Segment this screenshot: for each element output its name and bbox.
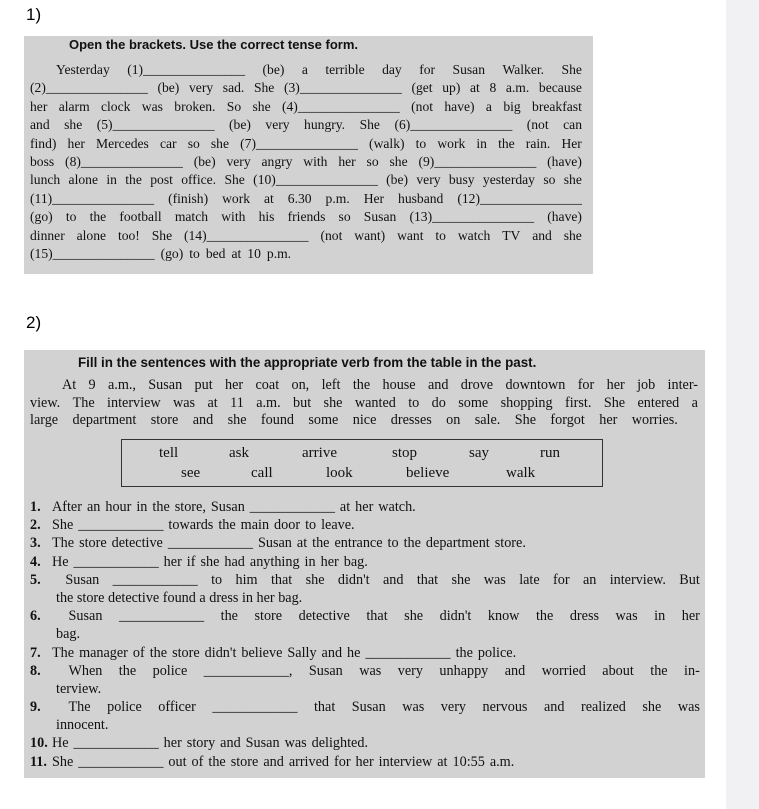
exercise-1-line: her alarm clock was broken. So she (4)_______________ (not have) a big breakfast [30,98,582,114]
exercise-1-line: and she (5)_______________ (be) very hungry. She (6)_______________ (not can [30,117,582,133]
exercise-2-intro [30,377,698,430]
exercise-item: 10. He ____________ her story and Susan was delighted. [30,735,368,752]
intro-line: large department store and she found some nice dresses on sale. She forgot her worries. [30,412,678,428]
exercise-item: 1. After an hour in the store, Susan ____________ at her watch. [30,499,416,515]
section-2-number: 2) [26,313,42,332]
intro-line: At 9 a.m., Susan put her coat on, left the house and drove downtown for her job inter- [62,377,698,393]
exercise-1-line: Yesterday (1)_______________ (be) a terrible day for Susan Walker. She [56,62,582,77]
exercise-2-title: Fill in the sentences with the appropriate verb from the table in the past. [78,355,537,370]
exercise-item: 5. Susan ____________ to him that she didn't and that she was late for an interview. But [30,571,700,588]
exercise-1-line: (2)_______________ (be) very sad. She (3)_______________ (get up) at 8 a.m. because [30,80,582,96]
item-number: 10. [30,735,48,752]
verb-word: say [469,445,489,461]
exercise-1-line: (15)_______________ (go) to bed at 10 p.m. [30,245,292,261]
exercise-item-continuation: innocent. [56,717,109,734]
item-number: 1. [30,499,41,515]
item-number: 5. [30,571,41,588]
exercise-item: 8. When the police ____________, Susan was very unhappy and worried about the in- [30,662,700,679]
exercise-1-line: (11)_______________ (finish) work at 6.30 p.m. Her husband (12)_______________ [30,190,582,206]
exercise-item: 6. Susan ____________ the store detective that she didn't know the dress was in her [30,608,700,625]
exercise-item-continuation: terview. [56,680,102,697]
item-number: 8. [30,662,41,679]
exercise-1-title: Open the brackets. Use the correct tense form. [69,37,358,52]
verb-word: believe [406,465,450,481]
exercise-1-line: dinner alone too! She (14)_______________ (not want) want to watch TV and she [30,227,582,243]
exercise-1-line: find) her Mercedes car so she (7)_______________ (walk) to work in the rain. Her [30,135,582,151]
intro-line: view. The interview was at 11 a.m. but she wanted to do some shopping first. She entered a [30,394,698,411]
verb-word: arrive [302,445,337,461]
verb-word: stop [392,445,418,461]
verb-word: call [251,465,273,481]
item-number: 2. [30,517,41,534]
verb-word: ask [229,445,249,461]
item-number: 9. [30,699,41,716]
exercise-item: 4. He ____________ her if she had anything in her bag. [30,553,368,570]
exercise-1-line: boss (8)_______________ (be) very angry with her so she (9)_______________ (have) [30,153,582,169]
exercise-item-continuation: the store detective found a dress in her bag. [56,589,303,606]
side-panel [726,0,759,809]
verb-word: see [181,465,201,481]
item-number: 7. [30,644,41,661]
exercise-item: 2. She ____________ towards the main door to leave. [30,517,355,534]
item-number: 4. [30,553,41,570]
exercise-1-line: (go) to the football match with his friends so Susan (13)_______________ (have) [30,209,582,225]
verb-word: walk [506,465,536,481]
item-number: 11. [30,753,47,770]
section-1-number: 1) [26,5,42,24]
verb-word: look [326,465,353,481]
exercise-1-card [24,36,593,274]
exercise-item: 9. The police officer ____________ that Susan was very nervous and realized she was [30,699,700,716]
exercise-item-continuation: bag. [56,626,81,643]
exercise-item: 7. The manager of the store didn't believe Sally and he ____________ the police. [30,644,517,661]
exercise-2-card [24,350,705,778]
exercise-1-text [30,61,582,263]
item-number: 6. [30,608,41,625]
verb-word: tell [159,445,179,461]
verb-word: run [540,445,560,461]
item-number: 3. [30,535,41,552]
exercise-2-items [30,498,700,771]
exercise-item: 3. The store detective ____________ Susan at the entrance to the department store. [30,535,526,552]
exercise-1-line: lunch alone in the post office. She (10)_______________ (be) very busy yesterday so she [30,172,582,188]
verb-table [121,439,603,487]
exercise-item: 11. She ____________ out of the store and arrived for her interview at 10:55 a.m. [30,753,515,770]
